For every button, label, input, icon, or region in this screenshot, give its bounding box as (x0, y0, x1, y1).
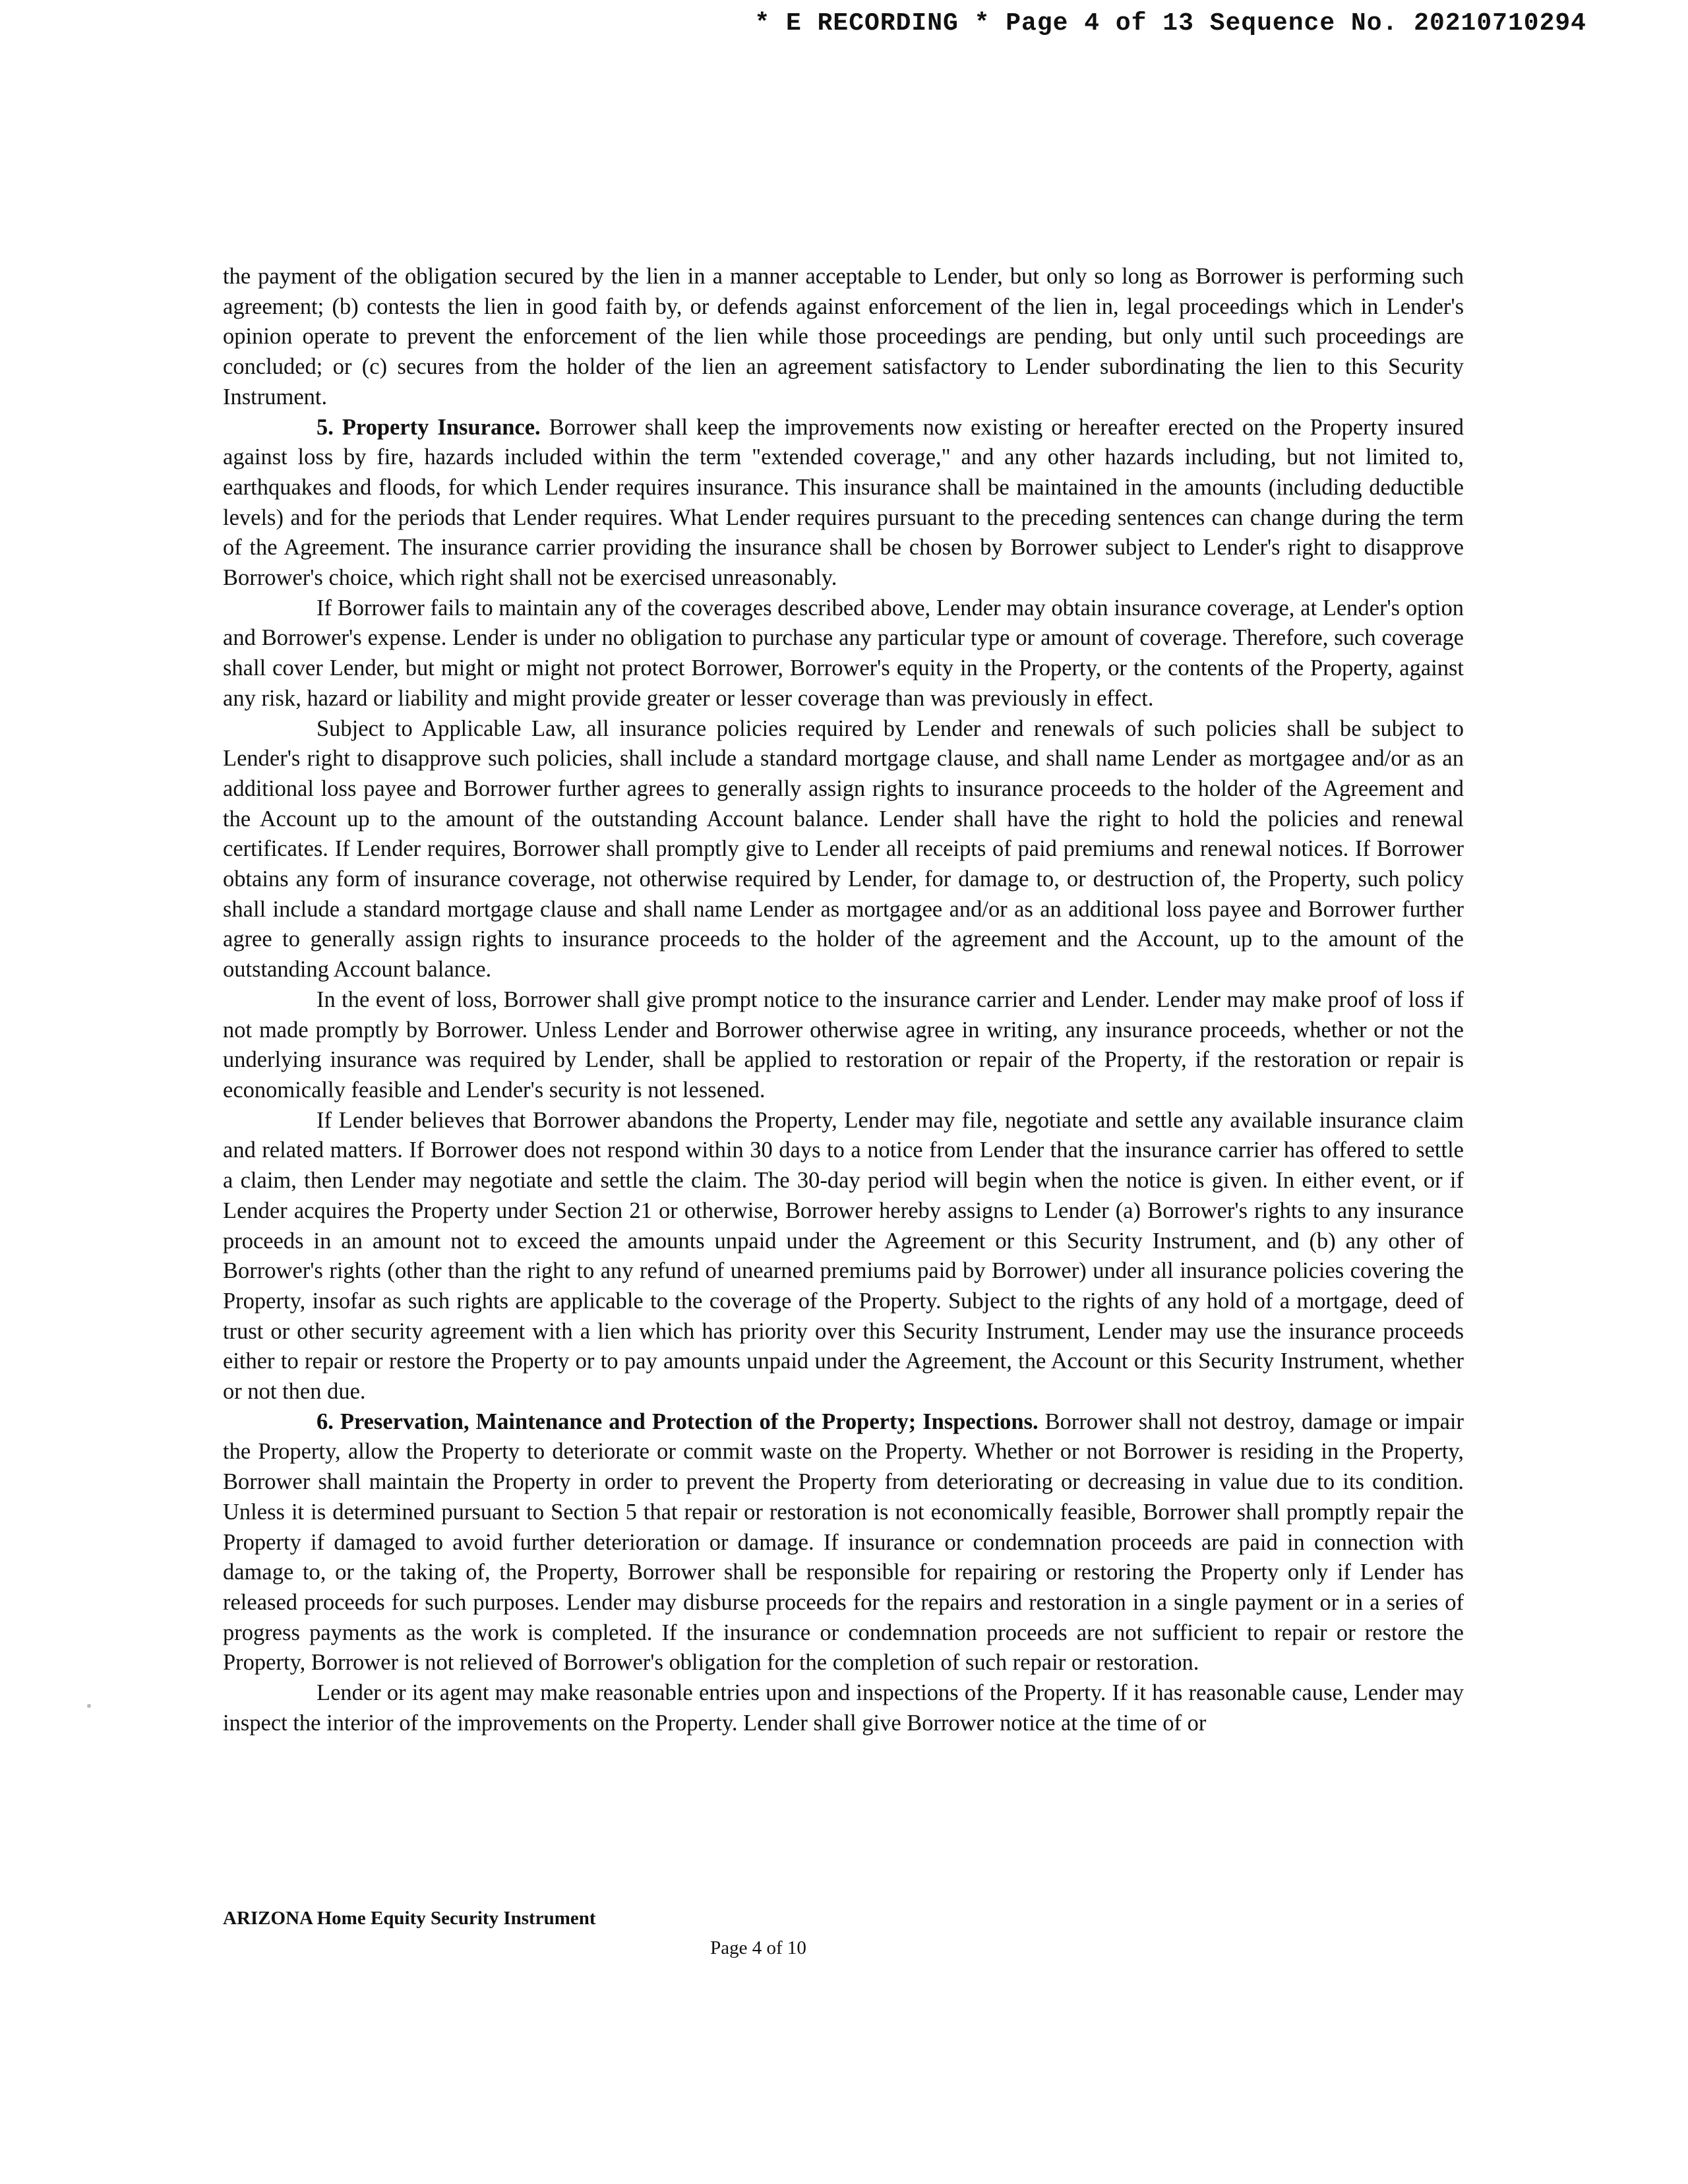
paragraph-event-of-loss: In the event of loss, Borrower shall give prompt notice to the insurance carrier and Lender. Lender may make proof of loss if not made promptly by Borrower. Unless Lender and Borrower otherwise agree in writing, any insurance proceeds, whether or not the underlying insurance was required by Lender, shall be applied to restoration or repair of the Property, if the restoration or repair is economically feasible and Lender's security is not lessened. (223, 986, 1464, 1103)
section-5-text: Borrower shall keep the improvements now existing or hereafter erected on the Property insured against loss by fire, hazards included within the term "extended coverage," and any other hazards including, but not limited to, earthquakes and floods, for which Lender requires insurance. This insurance shall be maintained in the amounts (including deductible levels) and for the periods that Lender requires. What Lender requires pursuant to the preceding sentences can change during the term of the Agreement. The insurance carrier providing the insurance shall be chosen by Borrower subject to Lender's right to disapprove Borrower's choice, which right shall not be exercised unreasonably. (223, 414, 1464, 591)
section-6-text: Borrower shall not destroy, damage or impair the Property, allow the Property to deteriorate or commit waste on the Property. Whether or not Borrower is residing in the Property, Borrower shall maintain the Property in order to prevent the Property from deteriorating or decreasing in value due to its condition. Unless it is determined pursuant to Section 5 that repair or restoration is not economically feasible, Borrower shall promptly repair the Property if damaged to avoid further deterioration or damage. If insurance or condemnation proceeds are paid in connection with damage to, or the taking of, the Property, Borrower shall be responsible for repairing or restoring the Property only if Lender has released proceeds for such purposes. Lender may disburse proceeds for the repairs and restoration in a single payment or in a series of progress payments as the work is completed. If the insurance or condemnation proceeds are not sufficient to repair or restore the Property, Borrower is not relieved of Borrower's obligation for the completion of such repair or restoration. (223, 1409, 1464, 1676)
form-title: ARIZONA Home Equity Security Instrument (223, 1908, 596, 1929)
paragraph-insurance-policies: Subject to Applicable Law, all insurance policies required by Lender and renewals of such policies shall be subject to Lender's right to disapprove such policies, shall include a standard mortgage clause, and shall name Lender as mortgagee and/or as an additional loss payee and Borrower further agrees to generally assign rights to insurance proceeds to the holder of the Agreement and the Account up to the amount of the outstanding Account balance. Lender shall have the right to hold the policies and renewal certificates. If Lender requires, Borrower shall promptly give to Lender all receipts of paid premiums and renewal notices. If Borrower obtains any form of insurance coverage, not otherwise required by Lender, for damage to, or destruction of, the Property, such policy shall include a standard mortgage clause and shall name Lender as mortgagee and/or as an additional loss payee and Borrower further agree to generally assign rights to insurance proceeds to the holder of the agreement and the Account, up to the amount of the outstanding Account balance. (223, 715, 1464, 983)
scan-speck (87, 1704, 91, 1708)
section-5-property-insurance (223, 413, 1464, 593)
paragraph-coverage-failure: If Borrower fails to maintain any of the coverages described above, Lender may obtain insurance coverage, at Lender's option and Borrower's expense. Lender is under no obligation to purchase any particular type or amount of coverage. Therefore, such coverage shall cover Lender, but might or might not protect Borrower, Borrower's equity in the Property, or the contents of the Property, against any risk, hazard or liability and might provide greater or lesser coverage than was previously in effect. (223, 595, 1464, 711)
paragraph-abandonment: If Lender believes that Borrower abandons the Property, Lender may file, negotiate and settle any available insurance claim and related matters. If Borrower does not respond within 30 days to a notice from Lender that the insurance carrier has offered to settle a claim, then Lender may negotiate and settle the claim. The 30-day period will begin when the notice is given. In either event, or if Lender acquires the Property under Section 21 or otherwise, Borrower hereby assigns to Lender (a) Borrower's rights to any insurance proceeds in an amount not to exceed the amounts unpaid under the Agreement or this Security Instrument, and (b) any other of Borrower's rights (other than the right to any refund of unearned premiums paid by Borrower) under all insurance policies covering the Property, insofar as such rights are applicable to the coverage of the Property. Subject to the rights of any hold of a mortgage, deed of trust or other security agreement with a lien which has priority over this Security Instrument, Lender may use the insurance proceeds either to repair or restore the Property or to pay amounts unpaid under the Agreement, the Account or this Security Instrument, whether or not then due. (223, 1107, 1464, 1405)
paragraph-continuation: the payment of the obligation secured by the lien in a manner acceptable to Lender, but only so long as Borrower is performing such agreement; (b) contests the lien in good faith by, or defends against enforcement of the lien in, legal proceedings which in Lender's opinion operate to prevent the enforcement of the lien while those proceedings are pending, but only until such proceedings are concluded; or (c) secures from the holder of the lien an agreement satisfactory to Lender subordinating the lien to this Security Instrument. (223, 264, 1464, 410)
paragraph-inspections: Lender or its agent may make reasonable entries upon and inspections of the Property. If it has reasonable cause, Lender may inspect the interior of the improvements on the Property. Lender shall give Borrower notice at the time of or (223, 1680, 1464, 1736)
page-number: Page 4 of 10 (710, 1937, 806, 1958)
recording-stamp: * E RECORDING * Page 4 of 13 Sequence No. 20210710294 (754, 9, 1586, 38)
section-6-preservation (223, 1407, 1464, 1678)
section-5-heading: 5. Property Insurance. (316, 414, 541, 440)
section-6-heading: 6. Preservation, Maintenance and Protection of the Property; Inspections. (316, 1409, 1039, 1434)
document-body (223, 262, 1464, 1738)
